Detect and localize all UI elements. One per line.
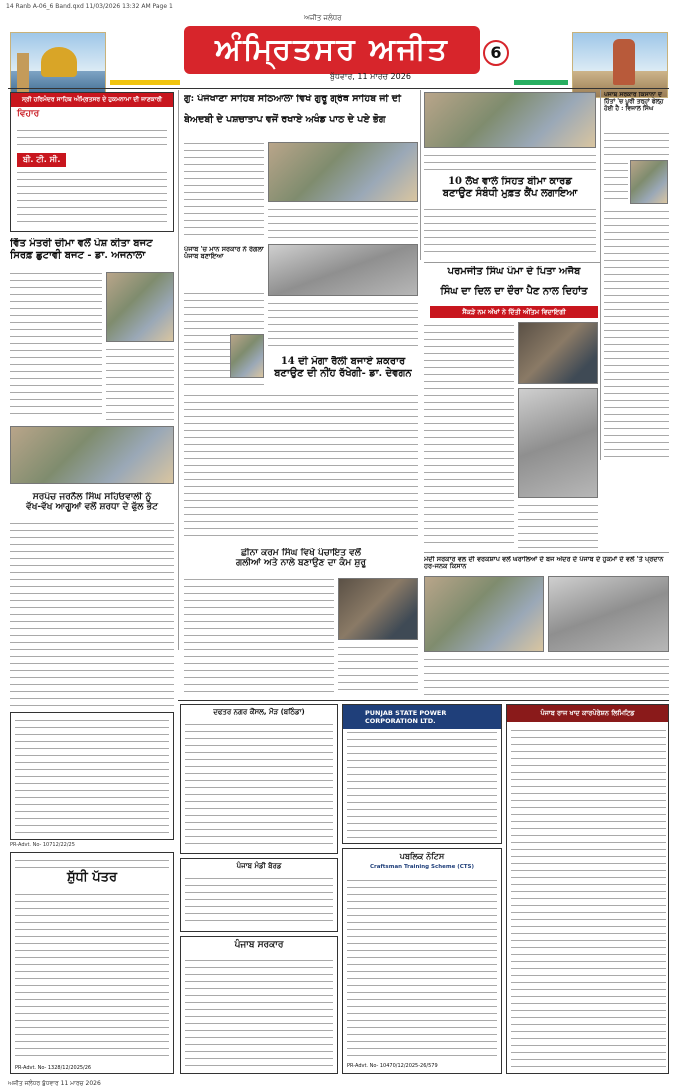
death-banner: ਸੈਂਕੜੇ ਨਮ ਅੱਖਾਂ ਨੇ ਦਿੱਤੀ ਅੰਤਿਮ ਵਿਦਾਇਗੀ [430, 306, 598, 318]
death-headline-line-2: ਸਿੰਘ ਦਾ ਦਿਲ ਦਾ ਦੌਰਾ ਪੈਣ ਨਾਲ ਦਿਹਾਂਤ [440, 285, 588, 297]
finance-headline [10, 238, 174, 261]
funeral-photo-2 [518, 388, 598, 498]
shudhi-patar-ref: PR-Advt. No- 1328/12/2025/26 [15, 1065, 92, 1071]
lead-headline [184, 94, 420, 126]
dhilwan-photo [338, 578, 418, 640]
death-headline-line-1: ਪਰਮਜੀਤ ਸਿੰਘ ਪੰਮਾ ਦੇ ਪਿਤਾ ਅਜੈਬ [447, 266, 581, 277]
death-rule [424, 262, 600, 263]
masthead-stripe-right [514, 80, 568, 85]
rally-headline-line-2: ਬਣਾਉਣ ਦੀ ਨੀਂਹ ਰੱਖੇਗੀ- ਡਾ. ਦੇਵਗਨ [274, 367, 412, 379]
lead-headline-line-2: ਬੇਅਦਬੀ ਦੇ ਪਸ਼ਚਾਤਾਪ ਵਜੋਂ ਰਖਾਏ ਅਖੰਡ ਪਾਠ ਦੇ ਪਏ ਭੋਗ [184, 113, 386, 125]
protest-photo-1 [424, 576, 544, 652]
craftsmen-ref: PR-Advt. No- 10470/12/2025-26/579 [347, 1063, 438, 1069]
punjab-sarkar-title: ਪੰਜਾਬ ਸਰਕਾਰ [234, 940, 284, 950]
lead-headline-line-1: ਗੁ: ਪੰਜੋਖਾਣਾ ਸਾਹਿਬ ਸਠਿਆਲਾ ਵਿਖੇ ਗੁਰੂ ਗ੍ਰੰਥ ਸਾਹਿਬ ਜੀ ਦੀ [184, 94, 401, 104]
hukamnama-title: ਸ੍ਰੀ ਹਰਿਮੰਦਰ ਸਾਹਿਬ ਅੰਮ੍ਰਿਤਸਰ ਦੇ ਹੁਕਮਨਾਮਾ ਦੀ ਜਾਣਕਾਰੀ [11, 93, 173, 107]
protest-caption [424, 656, 669, 696]
pspcl-ad [342, 704, 502, 844]
column-rule-3 [600, 90, 601, 460]
footer: ਅਜੀਤ ਜਲੰਧਰ ਬੁੱਧਵਾਰ 11 ਮਾਰਚ 2026 [8, 1080, 101, 1087]
mandi-board-ad [180, 858, 338, 932]
right-column-headline: ਪੰਜਾਬ ਸਰਕਾਰ ਕਿਸਾਨਾਂ ਦੇ ਹਿੱਤਾਂ 'ਚ ਪੂਰੀ ਤਰ੍ਹਾਂ ਫੇਲ੍ਹ ਹੋਈ ਹੈ : ਵਿਜਾਲ ਸਿੰਘ [604, 92, 664, 112]
finance-headline-line-2: ਸਿਰਫ਼ ਛੁਟਾਵੀ ਬਜਟ - ਡਾ. ਅਜਨਾਲਾ [10, 249, 146, 261]
right-column-portrait [630, 160, 668, 204]
death-headline [430, 266, 598, 297]
shudhi-patar-ad [10, 852, 174, 1074]
camp-photo [424, 92, 596, 148]
sarpanch-headline [10, 492, 174, 513]
long-headline: ਮੋਦੀ ਸਰਕਾਰ ਵਲ ਦੀ ਵਰਕਸ਼ਾਪ ਵਲੋਂ ਘਰਾਲਿਆਂ ਦੇ ਬਜ ਅੰਦਰ ਦੇ ਪੰਜਾਬ ਦੇ ਹੁਕਮਾਂ ਦੇ ਵਲੋਂ 'ਤੇ ਪ੍ਰਦਾਨ ਹਰ-ਜਨਕ ਕਿਸਾਨ [424, 556, 664, 571]
ajnala-photo [106, 272, 174, 342]
nagar-council-title: ਦਫਤਰ ਨਗਰ ਕੌਂਸਲ, ਮੌੜ (ਬਠਿੰਡਾ) [213, 708, 305, 716]
shudhi-patar-title: ਸ਼ੁੱਧੀ ਪੱਤਰ [66, 870, 118, 885]
dhilwan-body-2 [338, 644, 418, 696]
lead-body [184, 140, 264, 240]
column-rule-2 [420, 90, 421, 260]
masthead-stripe-left [110, 80, 180, 85]
hukamnama-body [17, 169, 167, 225]
camp-headline [424, 176, 596, 199]
mandi-board-title: ਪੰਜਾਬ ਮੰਡੀ ਬੋਰਡ [236, 862, 282, 870]
protest-photo-2 [548, 576, 669, 652]
hukamnama-ad [10, 92, 174, 232]
left-ad-ref: PR-Advt. No- 10712/22/25 [10, 842, 75, 848]
page-number: 6 [483, 40, 509, 66]
right-column-body-side [604, 160, 628, 204]
psfc-title: ਪੰਜਾਬ ਰਾਜ ਖਾਦ ਕਾਰਪੋਰੇਸ਼ਨ ਲਿਮਿਟਿਡ [507, 705, 668, 722]
pspcl-title: PUNJAB STATE POWER CORPORATION LTD. [343, 705, 501, 729]
camp-headline-line-1: 10 ਲੱਖ ਵਾਲੇ ਸਿਹਤ ਬੀਮਾ ਕਾਰਡ [448, 176, 572, 187]
punjab-sarkar-ad [180, 936, 338, 1074]
center-caption [268, 300, 418, 350]
lead-caption [268, 206, 418, 238]
hukamnama-text [17, 127, 167, 149]
leaders-photo [10, 426, 174, 484]
craftsmen-title: Craftsman Training Scheme (CTS) [369, 864, 475, 871]
dhilwan-headline [184, 548, 418, 569]
nagar-council-ad [180, 704, 338, 854]
funeral-photo-1 [518, 322, 598, 384]
sarpanch-headline-line-1: ਸਰਪੰਚ ਜਰਨੈਲ ਸਿੰਘ ਸਹਿਓਵਾਲੀ ਨੂੰ [32, 492, 152, 502]
right-column-body-2 [604, 208, 669, 458]
dateline: ਬੁੱਧਵਾਰ, 11 ਮਾਰਚ 2026 [330, 72, 411, 81]
death-body [424, 322, 514, 548]
rally-body [184, 392, 418, 542]
sarpanch-body [10, 520, 174, 706]
public-notice-title: ਪਬਲਿਕ ਨੋਟਿਸ [399, 851, 445, 861]
print-slug: 14 Ranb A-06_6 Band.qxd 11/03/2026 13:32 AM Page 1 [6, 3, 173, 10]
sarpanch-headline-line-2: ਵੱਖ-ਵੱਖ ਆਗੂਆਂ ਵਲੋਂ ਸ਼ਰਧਾ ਦੇ ਫੁੱਲ ਭੇਟ [26, 502, 158, 513]
camp-body [424, 206, 596, 258]
psfc-ad [506, 704, 669, 1074]
camp-caption [424, 152, 596, 170]
group-photo-center [268, 244, 418, 296]
rally-headline [268, 356, 418, 379]
dhilwan-headline-line-2: ਗਲੀਆਂ ਅਤੇ ਨਾਲੇ ਬਣਾਉਣ ਦਾ ਕੰਮ ਸ਼ੁਰੂ [235, 558, 367, 569]
hukamnama-subtitle: ਵਿਹਾਰ [17, 109, 40, 119]
finance-headline-line-1: ਵਿੱਤ ਮੰਤਰੀ ਚੀਮਾ ਵਲੋਂ ਪੇਸ਼ ਕੀਤਾ ਬਜਟ [10, 238, 153, 249]
punjab-mann-headline: ਪੰਜਾਬ 'ਚ ਮਾਨ ਸਰਕਾਰ ਨੇ ਰੰਗਲਾ ਪੰਜਾਬ ਬਣਾਇਆ [184, 246, 264, 261]
top-rule [8, 88, 669, 89]
dhilwan-body [184, 576, 334, 696]
craftsmen-ad [342, 848, 502, 1074]
rally-headline-line-1: 14 ਦੀ ਮੋਗਾ ਰੈਲੀ ਬਜਾਏ ਸ਼ਕਰਾਰ [280, 356, 406, 367]
long-rule [424, 552, 669, 553]
dhilwan-headline-line-1: ਛੀਨਾ ਕਰਮ ਸਿੰਘ ਵਿਖੇ ਪੰਚਾਇਤ ਵਲੋਂ [241, 548, 361, 558]
right-column-body [604, 130, 669, 156]
ads-rule [178, 700, 669, 701]
camp-headline-line-2: ਬਣਾਉਣ ਸੰਬੰਧੀ ਮੁਫ਼ਤ ਕੈਂਪ ਲਗਾਇਆ [442, 187, 578, 199]
hukamnama-badge: ਬੀ. ਟੀ. ਸੀ. [17, 153, 66, 167]
masthead-title: ਅੰਮ੍ਰਿਤਸਰ ਅਜੀਤ [184, 26, 480, 74]
mann-portrait [230, 334, 264, 378]
finance-body-2 [106, 346, 174, 420]
left-tender-ad [10, 712, 174, 840]
funeral-caption [518, 502, 598, 548]
finance-body [10, 270, 102, 420]
column-rule-1 [178, 90, 179, 650]
path-bhog-photo [268, 142, 418, 202]
brand-small: ਅਜੀਤ ਜਲੰਧਰ [304, 14, 342, 22]
